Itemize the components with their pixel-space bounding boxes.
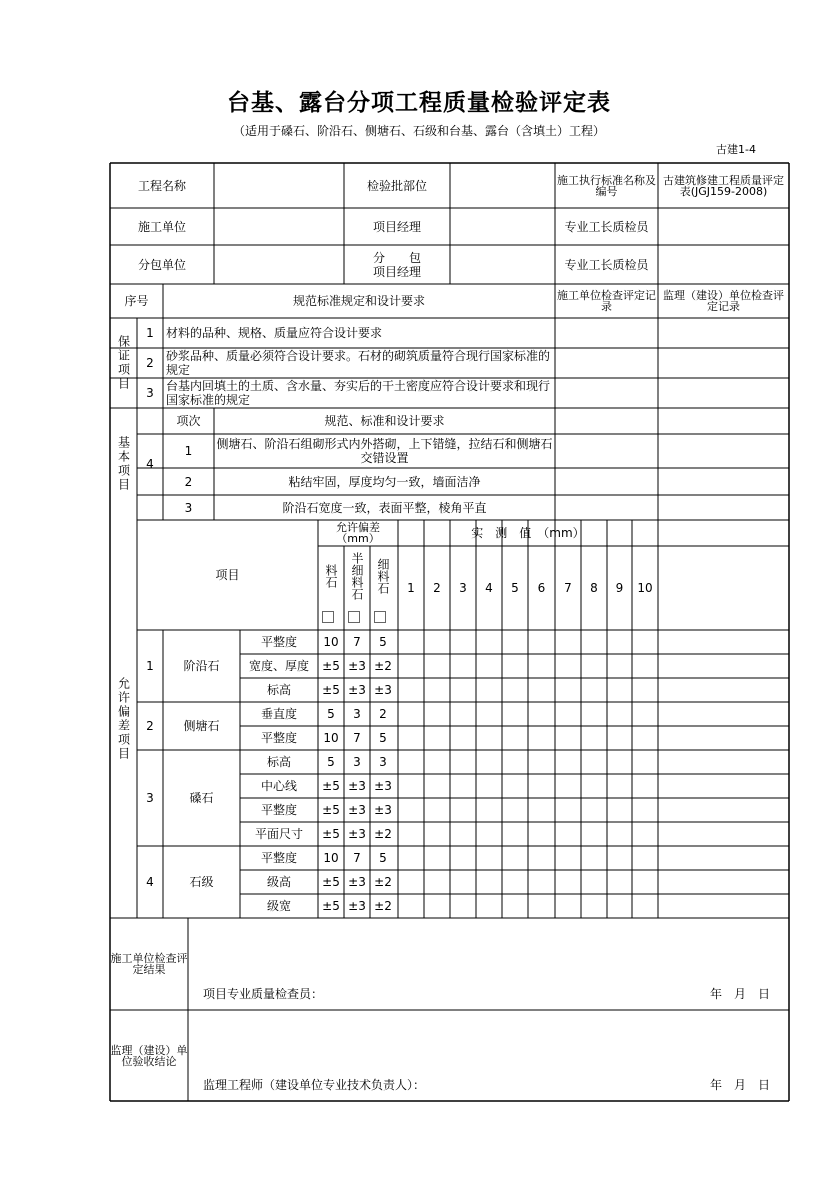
page-subtitle: （适用于磉石、阶沿石、侧塘石、石级和台基、露台（含填土）工程） [232,124,605,138]
allowed-deviation-value: ±2 [374,899,392,913]
measured-value-cell[interactable] [476,822,502,846]
deviation-row-item: 级宽 [266,899,291,913]
guarantee-item-no: 1 [146,326,154,340]
allowed-deviation-value: ±3 [374,779,392,793]
guarantee-item-no: 3 [146,386,154,400]
basic-subheader-text: 规范、标准和设计要求 [324,414,445,428]
measured-value-cell[interactable] [502,870,528,894]
basic-item-text: 侧塘石、阶沿石组砌形式内外搭砌，上下错缝，拉结石和侧塘石交错设置 [216,437,553,465]
measured-value-cell[interactable] [502,702,528,726]
project-manager-field[interactable] [450,208,555,245]
measure-col-header: 6 [537,581,546,595]
deviation-group-no: 4 [146,875,154,889]
measure-col-header: 5 [511,581,519,595]
sub-manager-label: 分 包 项目经理 [372,250,421,279]
deviation-row-item: 平整度 [260,635,297,649]
measured-value-cell[interactable] [607,750,632,774]
measured-value-cell[interactable] [450,774,476,798]
measured-value-cell[interactable] [424,702,450,726]
allowed-deviation-value: 3 [379,755,387,769]
deviation-row-item: 标高 [266,755,291,769]
measured-value-cell[interactable] [581,654,607,678]
construction-check-header: 施工单位检查评定记录 [557,289,656,313]
measured-value-cell[interactable] [528,654,555,678]
measured-value-cell[interactable] [581,726,607,750]
measured-value-cell[interactable] [528,702,555,726]
sub-manager-field[interactable] [450,245,555,284]
supervision-check-header: 监理（建设）单位检查评定记录 [663,289,784,313]
allowed-deviation-value: 7 [353,635,361,649]
measured-value-cell[interactable] [528,678,555,702]
measured-value-cell[interactable] [555,774,581,798]
measured-value-cell[interactable] [476,894,502,918]
measured-value-cell[interactable] [502,630,528,654]
measured-value-cell[interactable] [424,654,450,678]
measured-value-cell[interactable] [632,726,658,750]
measured-value-cell[interactable] [555,678,581,702]
measured-value-cell[interactable] [607,846,632,870]
measured-value-cell[interactable] [581,702,607,726]
allowed-deviation-value: ±5 [322,659,340,673]
foreman2-label: 专业工长质检员 [564,257,649,272]
guarantee-item-text: 台基内回填土的土质、含水量、夯实后的干土密度应符合设计要求和现行国家标准的规定 [166,379,551,407]
inspection-part-label: 检验批部位 [366,178,427,193]
measured-value-cell[interactable] [476,846,502,870]
allowed-deviation-value: ±2 [374,659,392,673]
allowed-deviation-value: 5 [327,707,335,721]
deviation-row-item: 标高 [266,683,291,697]
measured-value-cell[interactable] [502,774,528,798]
measured-value-cell[interactable] [476,774,502,798]
engineer-label: 监理工程师（建设单位专业技术负责人）： [203,1078,426,1092]
guarantee-item-text: 材料的品种、规格、质量应符合设计要求 [166,326,383,340]
measured-value-cell[interactable] [476,702,502,726]
measured-value-cell[interactable] [607,798,632,822]
measured-value-cell[interactable] [581,678,607,702]
measured-value-cell[interactable] [607,702,632,726]
allowed-deviation-value: ±3 [374,803,392,817]
measured-value-cell[interactable] [632,870,658,894]
form-code: 古建1-4 [716,143,756,156]
basic-item-no: 3 [184,500,193,515]
measured-value-cell[interactable] [476,654,502,678]
measured-value-cell[interactable] [398,870,424,894]
deviation-item-header: 项目 [215,568,240,582]
measured-value-cell[interactable] [424,846,450,870]
allowed-deviation-value: 10 [323,851,339,865]
basic-construction-check[interactable] [555,408,658,520]
measured-value-cell[interactable] [528,750,555,774]
basic-no: 4 [146,457,154,471]
measured-value-cell[interactable] [450,846,476,870]
measured-value-cell[interactable] [476,630,502,654]
allowed-deviation-value: ±3 [348,683,366,697]
measured-value-cell[interactable] [424,678,450,702]
measure-col-header: 10 [637,581,653,595]
deviation-row-item: 垂直度 [260,707,297,721]
allowed-deviation-value: ±5 [322,779,340,793]
measured-value-cell[interactable] [450,870,476,894]
measured-value-cell[interactable] [424,630,450,654]
measured-value-cell[interactable] [528,798,555,822]
allowed-deviation-value: ±5 [322,827,340,841]
measured-value-cell[interactable] [398,654,424,678]
guarantee-supervision-check[interactable] [658,378,789,408]
measured-value-cell[interactable] [502,822,528,846]
allowed-deviation-value: ±3 [348,659,366,673]
measured-value-cell[interactable] [581,774,607,798]
construction-result-label: 施工单位检查评定结果 [110,952,188,976]
stone-type-header: 半细料石 [350,552,364,600]
measured-value-cell[interactable] [555,798,581,822]
allowed-deviation-value: ±3 [348,779,366,793]
measured-value-cell[interactable] [632,702,658,726]
page-title: 台基、露台分项工程质量检验评定表 [227,90,611,116]
basic-subheader-no: 项次 [176,414,201,428]
allowed-deviation-value: 3 [353,707,361,721]
deviation-row-item: 级高 [266,875,291,889]
measured-value-cell[interactable] [450,678,476,702]
allowed-deviation-value: ±3 [374,683,392,697]
measured-value-cell[interactable] [398,774,424,798]
measured-value-cell[interactable] [555,870,581,894]
supervision-conclusion-label: 监理（建设）单位验收结论 [110,1043,188,1068]
allowed-deviation-value: ±3 [348,803,366,817]
supervision-conclusion-field[interactable] [188,1010,789,1070]
measured-value-cell[interactable] [555,654,581,678]
measured-value-cell[interactable] [424,822,450,846]
deviation-group-name: 石级 [189,875,214,889]
allowed-deviation-value: 10 [323,731,339,745]
date-1: 年 月 日 [709,987,770,1001]
measured-value-cell[interactable] [528,894,555,918]
stone-type-checkbox[interactable] [322,611,334,623]
allowed-deviation-value: 7 [353,851,361,865]
basic-supervision-check[interactable] [658,408,789,520]
allowed-deviation-value: ±2 [374,827,392,841]
measured-value-cell[interactable] [502,654,528,678]
allowed-deviation-value: ±3 [348,875,366,889]
measured-value-cell[interactable] [398,798,424,822]
measured-value-cell[interactable] [528,870,555,894]
deviation-row-item: 中心线 [260,779,297,793]
deviation-row-item: 平整度 [260,803,297,817]
measured-value-cell[interactable] [528,726,555,750]
allowed-deviation-value: 2 [379,707,387,721]
guarantee-item-text: 砂浆品种、质量必须符合设计要求。石材的砌筑质量符合现行国家标准的规定 [166,349,551,377]
standard-value: 古建筑修建工程质量评定表(JGJ159-2008) [663,173,784,198]
guarantee-item-no: 2 [146,356,154,370]
measured-value-cell[interactable] [398,750,424,774]
measure-col-header: 4 [485,581,493,595]
allowed-deviation-value: 5 [327,755,335,769]
measured-value-cell[interactable] [555,630,581,654]
measure-col-header: 8 [590,581,598,595]
measured-value-cell[interactable] [632,798,658,822]
measured-value-cell[interactable] [555,750,581,774]
measured-value-cell[interactable] [450,894,476,918]
measured-value-cell[interactable] [607,630,632,654]
subcontractor-field[interactable] [214,245,344,284]
measured-value-cell[interactable] [476,798,502,822]
basic-label: 基本项目 [116,436,131,492]
allowed-deviation-value: ±5 [322,899,340,913]
requirement-header: 规范标准规定和设计要求 [292,294,425,308]
measured-value-cell[interactable] [502,750,528,774]
measured-value-cell[interactable] [398,846,424,870]
measured-value-cell[interactable] [424,870,450,894]
measured-value-cell[interactable] [424,750,450,774]
deviation-row-item: 宽度、厚度 [248,659,309,673]
measure-col-header: 9 [615,581,624,595]
measured-value-cell[interactable] [607,654,632,678]
measured-value-cell[interactable] [476,726,502,750]
project-name-field[interactable] [214,163,344,208]
measured-value-cell[interactable] [581,750,607,774]
allowed-deviation-value: 7 [353,731,361,745]
guarantee-label: 保证项目 [116,335,131,391]
measured-value-cell[interactable] [607,894,632,918]
guarantee-construction-check[interactable] [555,378,658,408]
basic-item-no: 1 [184,444,193,458]
inspection-part-field[interactable] [450,163,555,208]
measured-value-cell[interactable] [632,678,658,702]
subcontractor-label: 分包单位 [137,257,186,272]
guarantee-supervision-check[interactable] [658,318,789,348]
measured-value-cell[interactable] [607,822,632,846]
measured-value-cell[interactable] [632,822,658,846]
guarantee-supervision-check[interactable] [658,348,789,378]
allowed-deviation-value: 5 [379,851,387,865]
measured-value-cell[interactable] [555,846,581,870]
basic-item-text: 阶沿石宽度一致，表面平整，棱角平直 [282,500,487,515]
measured-value-cell[interactable] [502,846,528,870]
measured-value-cell[interactable] [528,630,555,654]
foreman-field[interactable] [658,208,789,245]
deviation-supervision-check[interactable] [658,520,789,918]
allowed-deviation-value: ±5 [322,875,340,889]
measured-value-cell[interactable] [450,798,476,822]
measured-value-cell[interactable] [581,846,607,870]
allowed-deviation-value: ±5 [322,683,340,697]
measured-value-cell[interactable] [528,846,555,870]
measure-col-header: 1 [407,581,415,595]
deviation-group-no: 2 [146,719,154,733]
measure-col-header: 2 [433,581,441,595]
project-manager-label: 项目经理 [372,219,421,234]
guarantee-construction-check[interactable] [555,318,658,348]
deviation-row-item: 平面尺寸 [254,827,303,841]
measured-value-cell[interactable] [632,630,658,654]
deviation-group-no: 1 [146,659,154,673]
stone-type-checkbox[interactable] [374,611,386,623]
measured-value-cell[interactable] [555,726,581,750]
measure-col-header: 3 [459,581,467,595]
measured-value-cell[interactable] [528,822,555,846]
measured-value-cell[interactable] [424,798,450,822]
construction-unit-field[interactable] [214,208,344,245]
construction-unit-label: 施工单位 [137,219,186,234]
measured-value-cell[interactable] [632,654,658,678]
stone-type-header: 料石 [324,564,338,588]
measured-value-cell[interactable] [632,774,658,798]
measured-value-cell[interactable] [581,894,607,918]
measured-value-header: 实 测 值 （mm） [471,526,585,540]
measure-col-header: 7 [564,581,572,595]
measured-value-cell[interactable] [555,894,581,918]
measured-value-cell[interactable] [476,678,502,702]
allowed-deviation-value: ±3 [348,899,366,913]
allowed-deviation-value: 10 [323,635,339,649]
measured-value-cell[interactable] [607,678,632,702]
foreman-label: 专业工长质检员 [564,219,649,234]
project-name-label: 工程名称 [137,178,186,193]
seq-header: 序号 [124,294,149,308]
allowed-deviation-value: 5 [379,731,387,745]
measured-value-cell[interactable] [450,702,476,726]
measured-value-cell[interactable] [398,678,424,702]
measured-value-cell[interactable] [607,870,632,894]
measured-value-cell[interactable] [632,894,658,918]
measured-value-cell[interactable] [502,678,528,702]
date-2: 年 月 日 [709,1078,770,1092]
measured-value-cell[interactable] [424,774,450,798]
basic-item-no: 2 [184,474,193,489]
basic-item-text: 粘结牢固，厚度均匀一致，墙面洁净 [288,474,481,489]
allowed-deviation-value: ±3 [348,827,366,841]
stone-type-header: 细料石 [376,558,390,594]
deviation-row-item: 平整度 [260,731,297,745]
measured-value-cell[interactable] [502,798,528,822]
allowed-deviation-header: 允许偏差（mm） [336,521,380,545]
measured-value-cell[interactable] [581,630,607,654]
inspector-label: 项目专业质量检查员： [203,987,324,1001]
measured-value-cell[interactable] [528,774,555,798]
measured-value-cell[interactable] [632,846,658,870]
allowed-deviation-value: 3 [353,755,361,769]
deviation-group-name: 侧塘石 [183,719,220,733]
measured-value-cell[interactable] [632,750,658,774]
deviation-row-item: 平整度 [260,851,297,865]
allowed-deviation-value: 5 [379,635,387,649]
measured-value-cell[interactable] [607,774,632,798]
allowed-deviation-value: ±5 [322,803,340,817]
deviation-group-no: 3 [146,791,154,805]
measured-value-cell[interactable] [555,702,581,726]
measured-value-cell[interactable] [450,750,476,774]
measured-value-cell[interactable] [398,630,424,654]
measured-value-cell[interactable] [424,726,450,750]
deviation-label: 允许偏差项目 [116,677,131,761]
measured-value-cell[interactable] [581,870,607,894]
measured-value-cell[interactable] [398,702,424,726]
measured-value-cell[interactable] [502,726,528,750]
measured-value-cell[interactable] [398,822,424,846]
measured-value-cell[interactable] [581,822,607,846]
foreman2-field[interactable] [658,245,789,284]
measured-value-cell[interactable] [476,750,502,774]
measured-value-cell[interactable] [450,822,476,846]
measured-value-cell[interactable] [476,870,502,894]
allowed-deviation-value: ±2 [374,875,392,889]
standard-label: 施工执行标准名称及编号 [557,173,656,198]
deviation-group-name: 阶沿石 [183,659,220,673]
measured-value-cell[interactable] [607,726,632,750]
measured-value-cell[interactable] [450,654,476,678]
stone-type-checkbox[interactable] [348,611,360,623]
measured-value-cell[interactable] [398,726,424,750]
measured-value-cell[interactable] [555,822,581,846]
measured-value-cell[interactable] [581,798,607,822]
construction-result-field[interactable] [188,918,789,978]
measured-value-cell[interactable] [502,894,528,918]
deviation-group-name: 磉石 [189,791,214,805]
measured-value-cell[interactable] [424,894,450,918]
measured-value-cell[interactable] [450,630,476,654]
measured-value-cell[interactable] [398,894,424,918]
guarantee-construction-check[interactable] [555,348,658,378]
measured-value-cell[interactable] [450,726,476,750]
